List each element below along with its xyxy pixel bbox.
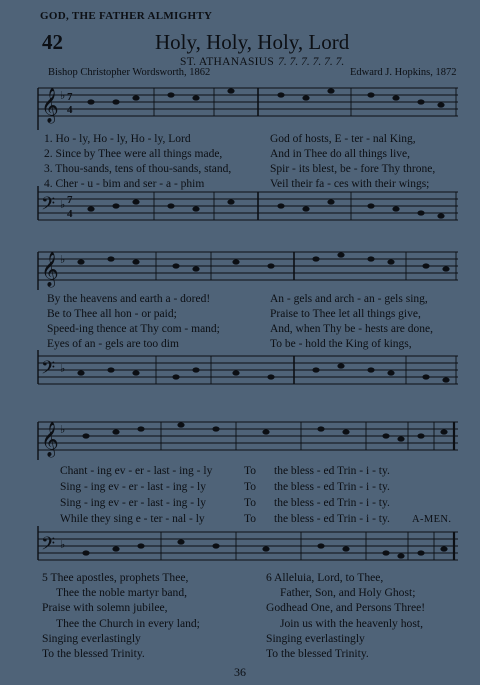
svg-text:♭: ♭ — [60, 254, 66, 266]
lyric-s2-l2-right: Praise to Thee let all things give, — [270, 308, 421, 320]
lyric-s2-l2-left: Be to Thee all hon - or paid; — [47, 308, 177, 320]
lyric-s1-l2-left: 2. Since by Thee were all things made, — [44, 148, 223, 160]
verse-6 — [266, 570, 425, 661]
lyric-s1-l4-left: 4. Cher - u - bim and ser - a - phim — [44, 178, 205, 190]
lyric-s3-l3-left: Sing - ing ev - er - last - ing - ly — [60, 497, 206, 509]
svg-text:𝄞: 𝄞 — [41, 88, 59, 123]
composer-credit: Edward J. Hopkins, 1872 — [350, 67, 457, 78]
verse-5 — [42, 570, 200, 661]
hymn-number: 42 — [42, 30, 63, 54]
lyric-s3-l2-right: the bless - ed Trin - i - ty. — [274, 481, 390, 493]
lyric-s3-l1-right: the bless - ed Trin - i - ty. — [274, 465, 390, 477]
lyric-s1-l3-right: Spir - its blest, be - fore Thy throne, — [270, 163, 436, 175]
svg-text:♭: ♭ — [60, 199, 66, 211]
svg-text:7: 7 — [67, 91, 73, 103]
verse-6-line-5: Singing everlastingly — [266, 631, 365, 645]
lyric-s3-l4-left: While they sing e - ter - nal - ly — [60, 513, 205, 525]
author-credit: Bishop Christopher Wordsworth, 1862 — [48, 67, 211, 78]
lyric-s1-l2-right: And in Thee do all things live, — [270, 148, 411, 160]
svg-text:𝄢: 𝄢 — [41, 357, 56, 382]
svg-text:7: 7 — [67, 194, 73, 206]
verse-6-line-4: Join us with the heavenly host, — [280, 616, 423, 630]
lyric-s1-l1-left: 1. Ho - ly, Ho - ly, Ho - ly, Lord — [44, 133, 191, 145]
lyric-s2-l4-left: Eyes of an - gels are too dim — [47, 338, 179, 350]
lyric-s2-l4-right: To be - hold the King of kings, — [270, 338, 412, 350]
lyric-s3-l3-mid: To — [244, 497, 256, 509]
svg-text:𝄞: 𝄞 — [41, 423, 59, 456]
hymn-title: Holy, Holy, Holy, Lord — [155, 30, 350, 54]
lyric-s1-l4-right: Veil their fa - ces with their wings; — [270, 178, 430, 190]
lyric-s2-l1-right: An - gels and arch - an - gels sing, — [270, 293, 428, 305]
verse-6-line-6: To the blessed Trinity. — [266, 647, 369, 661]
lyric-s2-l3-right: And, when Thy be - hests are done, — [270, 323, 433, 335]
bass-staff-system-2 — [36, 350, 460, 392]
lyric-s3-l4-mid: To — [244, 513, 256, 525]
page-number: 36 — [234, 665, 246, 679]
lyric-s3-l2-mid: To — [244, 481, 256, 493]
lyric-s1-l3-left: 3. Thou-sands, tens of thou-sands, stand, — [44, 163, 232, 175]
lyric-s3-l3-right: the bless - ed Trin - i - ty. — [274, 497, 390, 509]
verse-5-line-3: Praise with solemn jubilee, — [42, 601, 168, 615]
tune-name: ST. ATHANASIUS — [180, 56, 275, 68]
verse-5-line-6: To the blessed Trinity. — [42, 647, 145, 661]
lyric-s3-l1-left: Chant - ing ev - er - last - ing - ly — [60, 465, 213, 477]
verse-5-line-4: Thee the Church in every land; — [56, 616, 200, 630]
lyric-s2-l3-left: Speed-ing thence at Thy com - mand; — [47, 323, 220, 335]
amen-label: A-MEN. — [412, 514, 452, 525]
svg-text:𝄞: 𝄞 — [41, 253, 59, 286]
verse-5-line-1: 5 Thee apostles, prophets Thee, — [42, 571, 189, 584]
verse-6-line-3: Godhead One, and Persons Three! — [266, 601, 426, 615]
verse-6-line-1: 6 Alleluia, Lord, to Thee, — [266, 571, 384, 584]
verse-5-line-5: Singing everlastingly — [42, 631, 141, 645]
svg-text:♭: ♭ — [60, 363, 66, 375]
tune-meter: 7. 7. 7. 7. 7. 7. — [278, 56, 345, 68]
lyric-s3-l4-right: the bless - ed Trin - i - ty. — [274, 513, 390, 525]
treble-staff-system-1 — [36, 84, 460, 130]
treble-staff-system-3 — [36, 416, 460, 460]
svg-text:𝄢: 𝄢 — [41, 193, 56, 218]
bass-staff-system-1 — [36, 186, 460, 228]
svg-text:4: 4 — [67, 104, 73, 116]
lyric-s2-l1-left: By the heavens and earth a - dored! — [47, 293, 211, 305]
svg-text:4: 4 — [67, 208, 73, 220]
svg-text:𝄢: 𝄢 — [41, 533, 56, 558]
lyric-s3-l1-mid: To — [244, 465, 256, 477]
verse-6-line-2: Father, Son, and Holy Ghost; — [280, 586, 416, 600]
verse-5-line-2: Thee the noble martyr band, — [56, 586, 188, 600]
lyric-s3-l2-left: Sing - ing ev - er - last - ing - ly — [60, 481, 206, 493]
svg-text:♭: ♭ — [60, 539, 66, 551]
section-heading: GOD, THE FATHER ALMIGHTY — [40, 10, 213, 22]
treble-staff-system-2 — [36, 246, 460, 290]
svg-text:♭: ♭ — [60, 90, 66, 102]
bass-staff-system-3 — [36, 526, 460, 566]
lyric-s1-l1-right: God of hosts, E - ter - nal King, — [270, 133, 416, 145]
svg-text:♭: ♭ — [60, 424, 66, 436]
